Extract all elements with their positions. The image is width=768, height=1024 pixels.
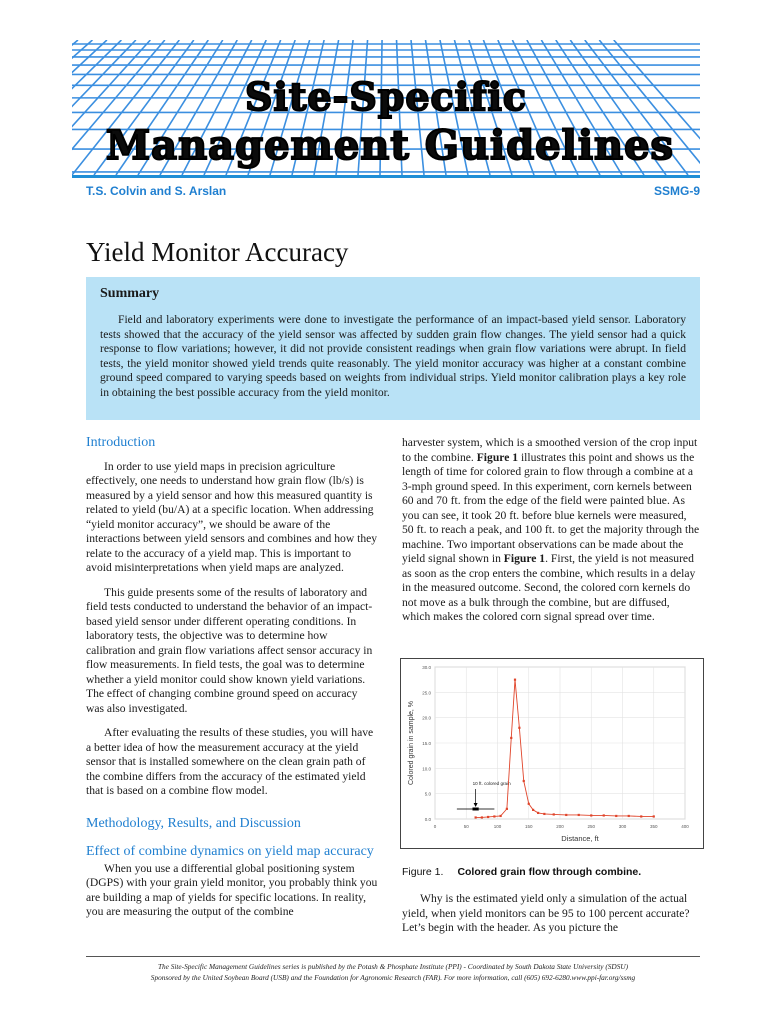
x-tick-label: 400 xyxy=(681,824,689,829)
page-title: Yield Monitor Accuracy xyxy=(86,237,349,267)
data-point xyxy=(514,679,516,681)
y-tick-label: 5.0 xyxy=(424,791,431,797)
data-point xyxy=(523,780,525,782)
data-point xyxy=(603,814,605,816)
data-point xyxy=(590,814,592,816)
chart-svg xyxy=(401,659,703,848)
y-tick-label: 0.0 xyxy=(424,817,431,822)
x-tick-label: 100 xyxy=(493,824,502,829)
data-point xyxy=(528,803,530,805)
data-point xyxy=(565,814,567,816)
right-column-bottom xyxy=(402,892,700,936)
authors: T.S. Colvin and S. Arslan xyxy=(86,184,227,198)
data-point xyxy=(493,815,495,817)
banner xyxy=(72,40,700,178)
footer xyxy=(86,956,700,983)
data-point xyxy=(543,813,545,815)
x-tick-label: 350 xyxy=(649,824,658,829)
caption-text: Colored grain flow through combine. xyxy=(457,866,642,878)
summary-heading: Summary xyxy=(100,286,160,301)
x-tick-label: 0 xyxy=(433,824,437,829)
banner-line-1: Site-Specific xyxy=(244,74,528,119)
x-tick-label: 250 xyxy=(587,824,596,829)
intro-paragraph-3: After evaluating the results of these studies, you will have a better idea of how the measurement accuracy at the yield sensor that is installed somewhere on the clean grain path of the combine differs from the accuracy of the estimated yield that is based on a combine flow model. xyxy=(86,726,374,797)
data-point xyxy=(537,812,539,814)
figure-caption xyxy=(402,866,641,878)
x-tick-label: 150 xyxy=(524,824,533,829)
figure-ref-1[interactable]: Figure 1 xyxy=(476,450,519,464)
series-code: SSMG-9 xyxy=(653,184,700,198)
colored-segment xyxy=(473,808,479,811)
data-point xyxy=(506,808,508,810)
data-point xyxy=(487,816,489,818)
intro-heading: Introduction xyxy=(86,435,156,450)
x-tick-label: 200 xyxy=(556,824,564,829)
sub-heading: Effect of combine dynamics on yield map accuracy xyxy=(86,844,374,859)
figure-ref-2[interactable]: Figure 1 xyxy=(503,552,546,565)
footer-line-1: The Site-Specific Management Guidelines series is published by the Potash & Phosphate Institute (PPI) - Coordinated by South Dakota State University (SDSU) xyxy=(157,962,629,971)
y-axis-label: Colored grain in sample, % xyxy=(408,700,415,786)
figure-1-chart xyxy=(400,658,704,849)
methods-paragraph-1: When you use a differential global positioning system (DGPS) with your grain yield monitor, you probably think you are building a map of yields for specific locations. In reality, you are measuring the output of the combine xyxy=(86,861,378,918)
y-tick-label: 20.0 xyxy=(422,715,431,721)
summary-box xyxy=(86,277,700,420)
methods-heading: Methodology, Results, and Discussion xyxy=(86,815,301,831)
data-point xyxy=(578,814,580,816)
data-point xyxy=(615,815,617,817)
y-tick-label: 15.0 xyxy=(422,741,431,746)
right-paragraph-after: Why is the estimated yield only a simulation of the actual yield, when yield monitors can be 95 to 100 percent accurate? Let’s begin with the header. As you picture the xyxy=(402,892,690,934)
y-tick-label: 10.0 xyxy=(422,766,431,772)
right-column xyxy=(402,436,700,635)
data-point xyxy=(640,815,642,817)
data-point xyxy=(510,737,512,739)
x-axis-label: Distance, ft xyxy=(561,834,599,843)
y-tick-label: 25.0 xyxy=(422,690,431,696)
right-text-b: illustrates this point and shows us the length of time for colored grain to flow through a combine at a 3-mph ground speed. In this experiment, corn kernels between 60 and 70 ft. from the edge of the field were painted blue. As you can see, it took 20 ft. before blue kernels were measured, 50 ft. to reach a peak, and 100 ft. to get the majority through the machine. Two important observations can be made about the yield signal shown in xyxy=(402,450,700,565)
left-column xyxy=(86,436,378,930)
intro-paragraph-2: This guide presents some of the results of laboratory and field tests conducted to understand the behavior of an impact-based yield sensor under different operating conditions. In laboratory tests, the objective was to determine how calibration and grain flow variations affect sensor accuracy in flow measurements. In field tests, the goal was to determine whether a yield monitor could show known yield variations. The effect of changing combine ground speed on accuracy was also investigated. xyxy=(86,585,373,715)
footer-line-2: Sponsored by the United Soybean Board (USB) and the Foundation for Agronomic Research (FAR). For more information, call (605) 692-6280.www.ppi-far.org/ssmg xyxy=(150,972,636,982)
data-point xyxy=(500,815,502,817)
data-point xyxy=(475,816,477,818)
data-point xyxy=(532,809,534,811)
caption-label: Figure 1. xyxy=(402,866,444,878)
chart-annotation: 10 ft. colored grain xyxy=(472,781,511,786)
data-point xyxy=(518,727,520,729)
right-text-a: harvester system, which is a smoothed version of the crop input to the combine. xyxy=(402,436,698,464)
data-point xyxy=(653,815,655,817)
intro-paragraph-1: In order to use yield maps in precision agriculture effectively, one needs to understand how grain flow (lb/s) is measured by a yield sensor and how this measured quantity is related to yield (bu/A) at a specific location. When addressing “yield monitor accuracy”, we should be aware of the interactions between yield sensors and combines and how they relate to the accuracy of a yield map. This is important to avoid misinterpretations when yield maps are analyzed. xyxy=(86,459,378,574)
right-paragraph xyxy=(402,436,700,625)
x-tick-label: 50 xyxy=(463,824,469,829)
summary-text: Field and laboratory experiments were done to investigate the performance of an impact-based yield sensor. Laboratory tests showed that the accuracy of the yield sensor was affected by sudden grain flow changes. The yield sensor had a quick response to flow variations; however, it did not provide consistent readings when grain flow variations were abrupt. In field tests, the yield monitor showed yield trends quite reasonably. The yield monitor accuracy was higher at a constant combine ground speed compared to varying speeds based on weights from individual strips. Yield monitor calibration plays a key role in obtaining the best possible accuracy from the yield monitor. xyxy=(100,313,686,399)
data-point xyxy=(628,815,630,817)
data-point xyxy=(553,813,555,815)
data-point xyxy=(481,816,483,818)
right-text-c: . First, the yield is not measured as soon as the crop enters the combine, which results in a delay in the measured outcome. Second, the colored corn kernels do not move as a bulk through the combine, but are diffused, which makes the colored corn signal spread over time. xyxy=(402,552,696,623)
x-tick-label: 300 xyxy=(618,824,627,829)
banner-line-2: Management Guidelines xyxy=(105,122,675,169)
y-tick-label: 30.0 xyxy=(422,665,431,670)
